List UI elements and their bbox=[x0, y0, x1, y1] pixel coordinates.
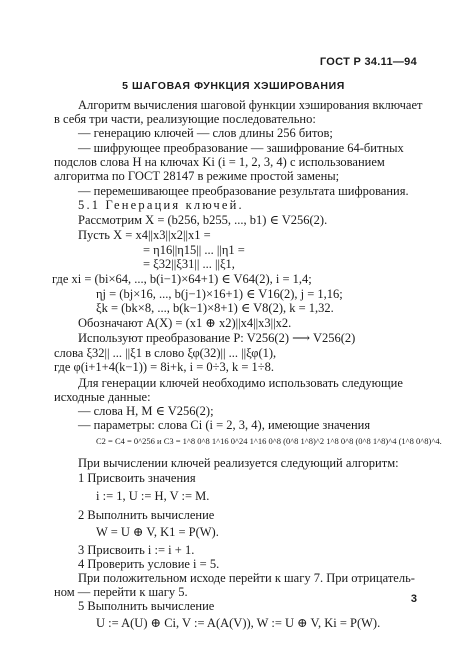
text-line: При положительном исходе перейти к шагу 7. При отрицатель- bbox=[78, 571, 415, 585]
formula-line: ξk = (bk×8, ..., b(k−1)×8+1) ∈ V8(2), k = 1,32. bbox=[96, 301, 334, 315]
formula-line: Используют преобразование P: V256(2) ⟶ V256(2) bbox=[78, 331, 356, 345]
formula-line: где xi = (bi×64, ..., b(i−1)×64+1) ∈ V64(2), i = 1,4; bbox=[52, 272, 312, 286]
text-line: — слова H, M ∈ V256(2); bbox=[78, 404, 214, 418]
text-line: — параметры: слова Ci (i = 2, 3, 4), имеющие значения bbox=[78, 418, 371, 432]
formula-line: = ξ32||ξ31|| ... ||ξ1, bbox=[143, 257, 235, 271]
text-line: в себя три части, реализующие последовательно: bbox=[54, 112, 316, 126]
formula-line: i := 1, U := H, V := M. bbox=[96, 489, 210, 503]
standard-header: ГОСТ Р 34.11—94 bbox=[319, 56, 417, 68]
formula-line: Рассмотрим X = (b256, b255, ..., b1) ∈ V256(2). bbox=[78, 213, 328, 227]
text-line: подслов слова H на ключах Ki (i = 1, 2, 3, 4) с использованием bbox=[54, 155, 385, 169]
text-line: 3 Присвоить i := i + 1. bbox=[78, 543, 195, 557]
formula-line: = η16||η15|| ... ||η1 = bbox=[143, 243, 245, 257]
text-line: — генерацию ключей — слов длины 256 битов; bbox=[78, 126, 333, 140]
text-line: алгоритма по ГОСТ 28147 в режиме простой замены; bbox=[54, 169, 340, 183]
formula-line: Обозначают A(X) = (x1 ⊕ x2)||x4||x3||x2. bbox=[78, 316, 292, 330]
text-line: 4 Проверить условие i = 5. bbox=[78, 557, 220, 571]
formula-line: W = U ⊕ V, K1 = P(W). bbox=[96, 525, 219, 539]
formula-line: Пусть X = x4||x3||x2||x1 = bbox=[78, 228, 211, 242]
formula-line: C2 = C4 = 0^256 и C3 = 1^8 0^8 1^16 0^24 1^16 0^8 (0^8 1^8)^2 1^8 0^8 (0^8 1^8)^4 (1^8 0^8)^4. bbox=[96, 436, 442, 446]
text-line: Алгоритм вычисления шаговой функции хэширования включает bbox=[78, 98, 423, 112]
formula-line: U := A(U) ⊕ Ci, V := A(A(V)), W := U ⊕ V, Ki = P(W). bbox=[96, 616, 381, 630]
text-line: 1 Присвоить значения bbox=[78, 471, 196, 485]
text-line: исходные данные: bbox=[54, 390, 151, 404]
formula-line: где φ(i+1+4(k−1)) = 8i+k, i = 0÷3, k = 1÷8. bbox=[54, 360, 275, 374]
text-line: — перемешивающее преобразование результата шифрования. bbox=[78, 184, 409, 198]
formula-line: ηj = (bj×16, ..., b(j−1)×16+1) ∈ V16(2), j = 1,16; bbox=[96, 287, 343, 301]
text-line: 5 Выполнить вычисление bbox=[78, 599, 215, 613]
text-line: При вычислении ключей реализуется следующий алгоритм: bbox=[78, 456, 399, 470]
text-line: 2 Выполнить вычисление bbox=[78, 508, 215, 522]
text-line: Для генерации ключей необходимо использовать следующие bbox=[78, 376, 403, 390]
subsection-heading: 5.1 Генерация ключей. bbox=[78, 198, 244, 212]
page-number: 3 bbox=[410, 593, 417, 605]
formula-line: слова ξ32|| ... ||ξ1 в слово ξφ(32)|| ... ||ξφ(1), bbox=[54, 346, 277, 360]
section-title: 5 ШАГОВАЯ ФУНКЦИЯ ХЭШИРОВАНИЯ bbox=[122, 80, 345, 92]
text-line: ном — перейти к шагу 5. bbox=[54, 585, 188, 599]
text-line: — шифрующее преобразование — зашифрование 64-битных bbox=[78, 141, 404, 155]
